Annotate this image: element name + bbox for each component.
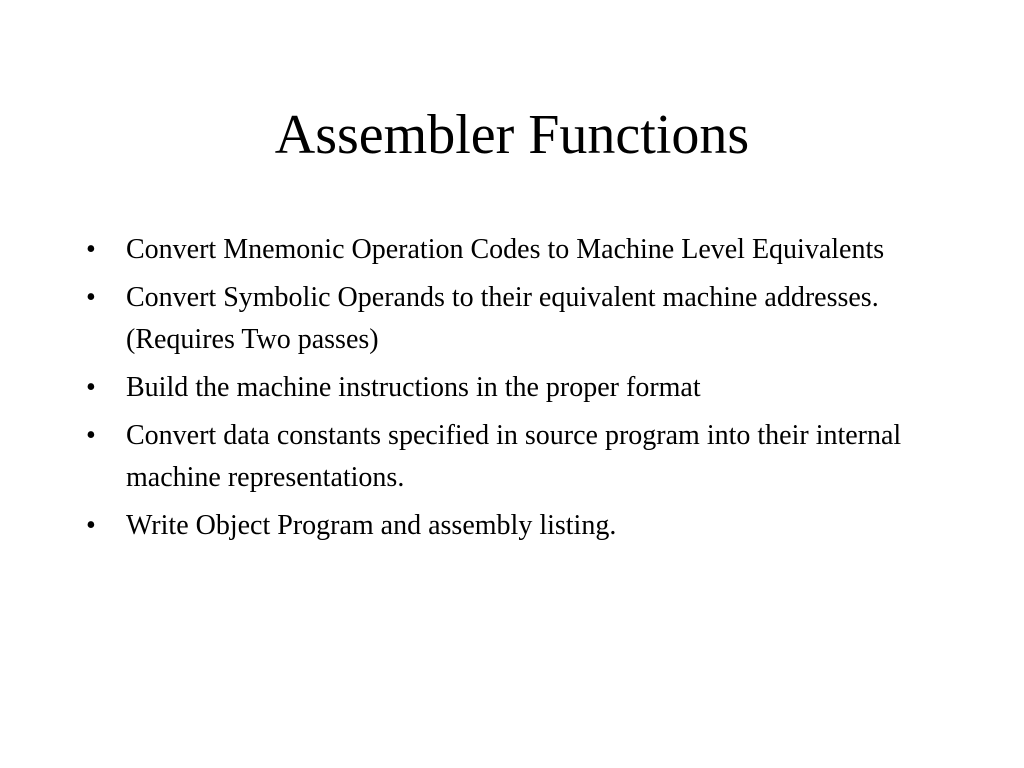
bullet-icon: • — [86, 234, 96, 265]
list-item — [86, 367, 916, 409]
bullet-text: Build the machine instructions in the proper format — [126, 372, 701, 403]
slide-title: Assembler Functions — [274, 104, 750, 166]
bullet-icon: • — [86, 420, 96, 451]
list-item — [86, 229, 916, 271]
bullet-text: Convert data constants specified in source program into their internal machine representations. — [126, 420, 902, 493]
bullet-text: Convert Mnemonic Operation Codes to Machine Level Equivalents — [126, 234, 885, 265]
bullet-icon: • — [86, 510, 96, 541]
list-item — [86, 505, 916, 547]
bullet-list — [86, 229, 916, 553]
bullet-icon: • — [86, 282, 96, 313]
bullet-text: Write Object Program and assembly listing. — [126, 510, 617, 541]
bullet-icon: • — [86, 372, 96, 403]
list-item — [86, 277, 916, 361]
bullet-text: Convert Symbolic Operands to their equivalent machine addresses. (Requires Two passes) — [126, 282, 879, 355]
list-item — [86, 415, 916, 499]
